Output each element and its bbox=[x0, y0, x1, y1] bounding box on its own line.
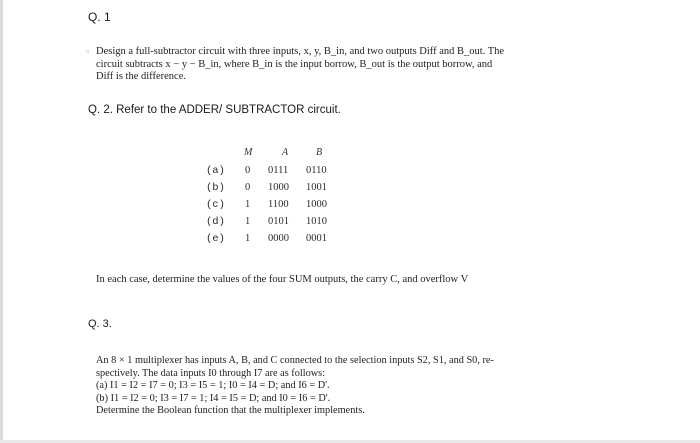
q1-line: Diff is the difference. bbox=[96, 71, 186, 82]
page-left-edge bbox=[0, 0, 3, 443]
table-cell-m: 1 bbox=[245, 199, 251, 210]
table-cell-a: 1100 bbox=[268, 199, 289, 210]
table-header-b: B bbox=[316, 147, 323, 158]
q3-label: Q. 3. bbox=[88, 318, 112, 330]
table-cell-b: 1001 bbox=[306, 182, 327, 193]
table-header-a: A bbox=[282, 147, 289, 158]
table-cell-m: 1 bbox=[245, 216, 251, 227]
table-row-label: (d) bbox=[206, 216, 225, 228]
table-cell-m: 1 bbox=[245, 233, 251, 244]
table-cell-b: 0110 bbox=[306, 165, 327, 176]
table-cell-a: 0101 bbox=[268, 216, 289, 227]
q3-line: Determine the Boolean function that the multiplexer implements. bbox=[96, 405, 365, 416]
table-cell-a: 0000 bbox=[268, 233, 289, 244]
table-cell-a: 0111 bbox=[268, 165, 289, 176]
q1-line: circuit subtracts x − y − B_in, where B_in is the input borrow, B_out is the output borrow, and bbox=[96, 58, 493, 70]
q3-line: spectively. The data inputs I0 through I7 are as follows: bbox=[96, 367, 326, 379]
table-row-label: (b) bbox=[206, 182, 225, 194]
q2-label: Q. 2. Refer to the ADDER/ SUBTRACTOR circuit. bbox=[88, 104, 341, 116]
q3-line: (a) I1 = I2 = I7 = 0; I3 = I5 = 1; I0 = I4 = D; and I6 = D'. bbox=[96, 380, 330, 391]
table-cell-m: 0 bbox=[245, 165, 251, 176]
table-header-m: M bbox=[244, 147, 253, 158]
table-row-label: (a) bbox=[206, 165, 225, 177]
table-cell-m: 0 bbox=[245, 182, 251, 193]
q1-label: Q. 1 bbox=[88, 10, 111, 24]
table-cell-b: 0001 bbox=[306, 233, 327, 244]
table-cell-b: 1000 bbox=[306, 199, 327, 210]
table-cell-b: 1010 bbox=[306, 216, 327, 227]
q2-instruction: In each case, determine the values of the four SUM outputs, the carry C, and overflow V bbox=[96, 274, 469, 285]
table-row-label: (e) bbox=[206, 233, 225, 245]
bullet-icon: ▫ bbox=[86, 46, 90, 56]
q1-text bbox=[96, 46, 566, 84]
table-cell-a: 1000 bbox=[268, 182, 289, 193]
table-row-label: (c) bbox=[206, 199, 225, 211]
q3-text bbox=[96, 355, 576, 418]
q1-line: Design a full-subtractor circuit with three inputs, x, y, B_in, and two outputs Diff and B_out. The bbox=[96, 46, 505, 57]
q3-line: An 8 × 1 multiplexer has inputs A, B, and C connected to the selection inputs S2, S1, and S0, re- bbox=[96, 355, 494, 366]
q3-line: (b) I1 = I2 = 0; I3 = I7 = 1; I4 = I5 = D; and I0 = I6 = D'. bbox=[96, 392, 331, 404]
